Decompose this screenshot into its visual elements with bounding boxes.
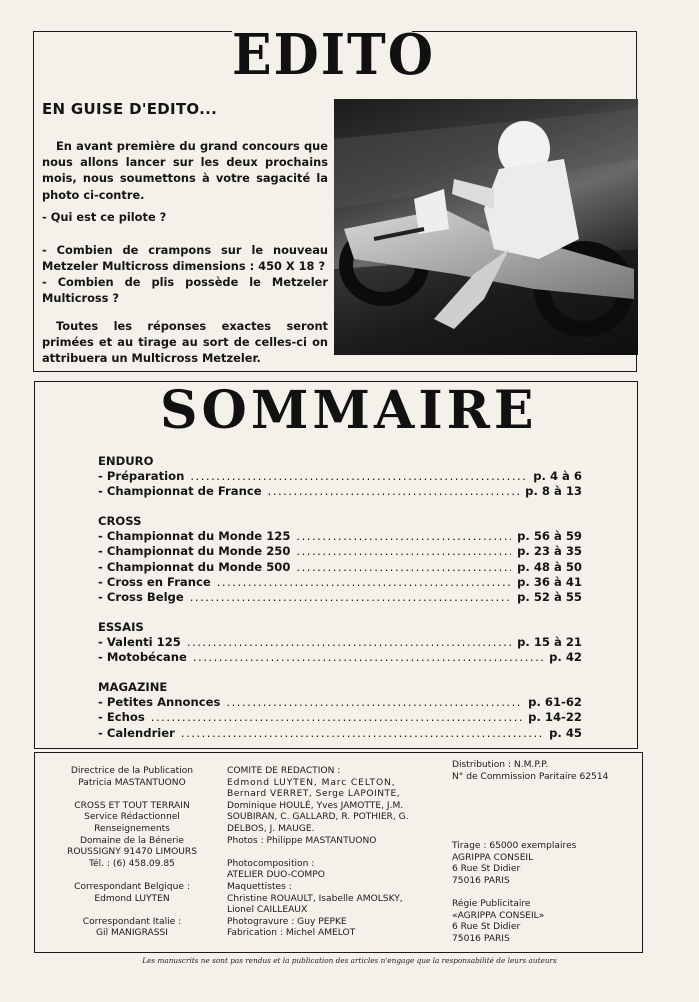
toc-leader-dots <box>151 710 522 725</box>
toc-entry-label: - Echos <box>98 710 145 725</box>
photocomposition-name: ATELIER DUO-COMPO <box>227 870 325 881</box>
photocomposition-title: Photocomposition : <box>227 858 315 869</box>
toc-entry <box>98 590 582 605</box>
print-run: Tirage : 65000 exemplaires <box>452 841 577 852</box>
toc-leader-dots <box>190 469 527 484</box>
toc-section-cross <box>98 514 582 605</box>
information-label: Renseignements <box>94 823 170 834</box>
toc-section-title: ESSAIS <box>98 620 144 634</box>
toc-entry-label: - Championnat du Monde 500 <box>98 559 291 574</box>
toc-entry-label: - Préparation <box>98 469 185 483</box>
fabrication-credit: Fabrication : Michel AMELOT <box>227 928 356 939</box>
toc-entry-label: - Cross en France <box>98 574 211 589</box>
toc-entry <box>98 544 582 559</box>
photogravure-credit: Photogravure : Guy PEPKE <box>227 916 347 927</box>
toc-entry-pages: p. 15 à 21 <box>517 635 582 649</box>
toc-entry <box>98 575 582 590</box>
committee-line: Bernard VERRET, Serge LAPOINTE, <box>227 789 401 800</box>
layout-artists-line-2: Lionel CAILLEAUX <box>227 905 308 916</box>
toc-leader-dots <box>187 635 511 650</box>
layout-artists-line-1: Christine ROUAULT, Isabelle AMOLSKY, <box>227 893 403 904</box>
toc-entry <box>98 484 582 499</box>
belgium-correspondent-role: Correspondant Belgique : <box>74 881 190 892</box>
toc-entry-pages: p. 14-22 <box>528 710 582 725</box>
edito-heading: EN GUISE D'EDITO... <box>42 100 218 118</box>
toc-leader-dots <box>296 560 511 575</box>
toc-entry-label: - Championnat du Monde 125 <box>98 529 291 543</box>
director-name: Patricia MASTANTUONO <box>78 777 186 788</box>
toc-entry <box>98 529 582 544</box>
toc-entry-pages: p. 23 à 35 <box>517 544 582 559</box>
printer-street: 6 Rue St Didier <box>452 864 521 875</box>
toc-leader-dots <box>181 726 543 741</box>
edito-question-plies: - Combien de plis possède le Metzeler Multicross ? <box>42 275 328 306</box>
committee-title: COMITE DE REDACTION : <box>227 766 341 776</box>
phone-number: Tél. : (6) 458.09.85 <box>89 858 175 869</box>
toc-entry <box>98 469 582 484</box>
toc-entry-pages: p. 36 à 41 <box>517 574 582 589</box>
toc-entry-pages: p. 4 à 6 <box>533 469 582 483</box>
italy-correspondent-name: Gil MANIGRASSI <box>96 928 168 939</box>
toc-entry-pages: p. 52 à 55 <box>517 590 582 605</box>
toc-entry <box>98 650 582 665</box>
toc-entry <box>98 695 582 710</box>
toc-entry-pages: p. 45 <box>549 725 582 740</box>
toc-leader-dots <box>296 529 511 544</box>
printer-city: 75016 PARIS <box>452 875 510 886</box>
toc-section-magazine <box>98 680 582 741</box>
editorial-service: Service Rédactionnel <box>84 812 180 823</box>
footer-disclaimer: Les manuscrits ne sont pas rendus et la publication des articles n'engage que la responsabilité de leurs auteurs <box>142 956 557 965</box>
edito-title: EDITO <box>232 28 412 91</box>
italy-correspondent-role: Correspondant Italie : <box>82 916 182 927</box>
masthead-middle-column <box>227 766 413 940</box>
toc-entry-pages: p. 42 <box>549 650 582 665</box>
director-role: Directrice de la Publication <box>70 766 194 776</box>
address-line-1: Domaine de la Bénerie <box>79 835 185 846</box>
committee-line: Dominique HOULÉ, Yves JAMOTTE, J.M. <box>227 800 404 811</box>
toc-entry-pages: p. 61-62 <box>528 695 582 709</box>
address-line-2: ROUSSIGNY 91470 LIMOURS <box>67 847 197 858</box>
rider-illustration <box>334 99 638 355</box>
advertising-name: «AGRIPPA CONSEIL» <box>452 910 545 921</box>
toc-section-title: MAGAZINE <box>98 680 168 694</box>
toc-entry <box>98 710 582 725</box>
toc-section-title: ENDURO <box>98 454 154 468</box>
layout-artists-title: Maquettistes : <box>227 881 292 892</box>
masthead-right-column <box>452 760 634 946</box>
toc-entry-label: - Valenti 125 <box>98 635 181 649</box>
belgium-correspondent-name: Edmond LUYTEN <box>94 893 170 904</box>
toc-leader-dots <box>217 575 511 590</box>
toc-entry <box>98 726 582 741</box>
publisher-name: CROSS ET TOUT TERRAIN <box>74 800 190 811</box>
toc-entry-label: - Petites Annonces <box>98 695 221 709</box>
toc-leader-dots <box>193 650 543 665</box>
toc-leader-dots <box>226 695 522 710</box>
edito-question-pilot: - Qui est ce pilote ? <box>42 210 167 224</box>
advertising-street: 6 Rue St Didier <box>452 922 521 933</box>
toc-entry-label: - Championnat du Monde 250 <box>98 544 291 559</box>
toc-section-enduro <box>98 454 582 500</box>
edito-question-crampons: - Combien de crampons sur le nouveau Metzeler Multicross dimensions : 450 X 18 ? <box>42 243 328 274</box>
toc-leader-dots <box>190 590 511 605</box>
edito-prize-paragraph: Toutes les réponses exactes seront primées et au tirage au sort de celles-ci on attribuera un Multicross Metzeler. <box>42 319 328 366</box>
toc-entry-label: - Motobécane <box>98 650 187 665</box>
printer-name: AGRIPPA CONSEIL <box>452 852 534 863</box>
toc-entry-pages: p. 8 à 13 <box>525 484 582 499</box>
toc-entry-label: - Cross Belge <box>98 590 184 605</box>
toc-entry-pages: p. 48 à 50 <box>517 559 582 574</box>
toc-entry-pages: p. 56 à 59 <box>517 529 582 543</box>
toc-entry <box>98 635 582 650</box>
committee-line: Edmond LUYTEN, Marc CELTON, <box>227 777 396 788</box>
photos-credit: Photos : Philippe MASTANTUONO <box>227 835 377 846</box>
edito-intro-paragraph: En avant première du grand concours que nous allons lancer sur les deux prochains mois, nous soumettons à votre sagacité la photo ci-contre. <box>42 139 328 202</box>
advertising-city: 75016 PARIS <box>452 933 510 944</box>
advertising-title: Régie Publicitaire <box>452 899 531 910</box>
commission-number: N° de Commission Paritaire 62514 <box>452 771 609 782</box>
toc-entry <box>98 560 582 575</box>
distribution: Distribution : N.M.P.P. <box>452 760 549 770</box>
committee-line: DELBOS, J. MAUGE. <box>227 823 315 834</box>
toc-section-title: CROSS <box>98 514 142 528</box>
toc-leader-dots <box>296 544 511 559</box>
masthead-left-column <box>42 766 222 940</box>
toc-section-essais <box>98 620 582 666</box>
committee-line: SOUBIRAN, C. GALLARD, R. POTHIER, G. <box>227 812 409 823</box>
motocross-rider-photo <box>334 99 638 355</box>
toc-leader-dots <box>268 484 520 499</box>
toc-entry-label: - Calendrier <box>98 725 175 740</box>
toc-entry-label: - Championnat de France <box>98 484 262 499</box>
sommaire-title: SOMMAIRE <box>160 380 538 441</box>
